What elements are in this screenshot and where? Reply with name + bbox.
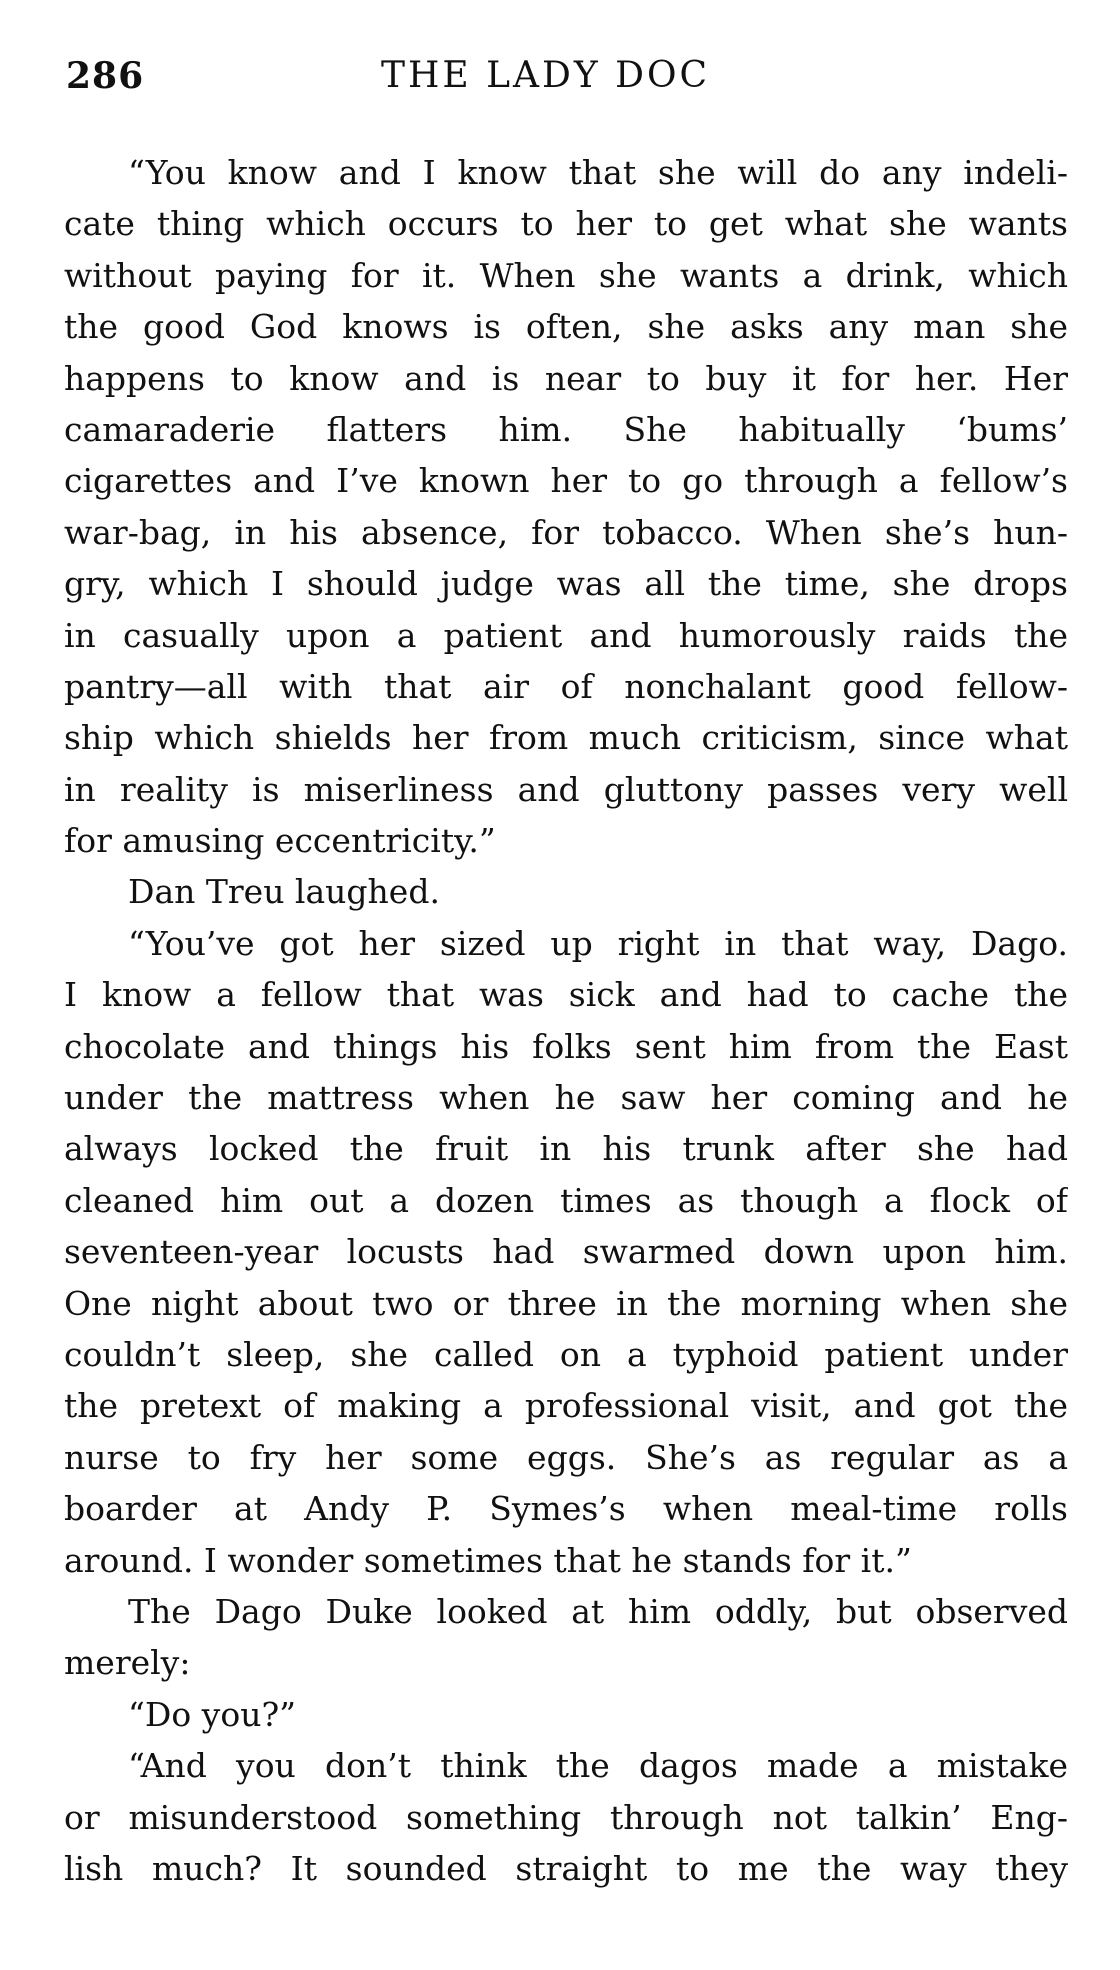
text-line: One night about two or three in the morning when she bbox=[64, 1283, 1068, 1323]
text-line: The Dago Duke looked at him oddly, but observed bbox=[128, 1591, 1068, 1631]
text-line: always locked the fruit in his trunk after she had bbox=[64, 1129, 1068, 1169]
text-line: camaraderie flatters him. She habitually ‘bums’ bbox=[64, 409, 1068, 449]
text-line: in reality is miserliness and gluttony passes very well bbox=[64, 769, 1068, 809]
text-line: or misunderstood something through not talkin’ Eng- bbox=[64, 1797, 1068, 1837]
text-line: cate thing which occurs to her to get what she wants bbox=[64, 204, 1068, 244]
text-line: gry, which I should judge was all the time, she drops bbox=[64, 564, 1068, 604]
text-line: war-bag, in his absence, for tobacco. When she’s hun- bbox=[64, 512, 1068, 552]
text-line: Dan Treu laughed. bbox=[128, 872, 440, 912]
text-line: the good God knows is often, she asks any man she bbox=[64, 307, 1068, 347]
text-line: merely: bbox=[64, 1643, 191, 1683]
text-line: the pretext of making a professional visit, and got the bbox=[64, 1386, 1068, 1426]
text-line: chocolate and things his folks sent him from the East bbox=[64, 1026, 1068, 1066]
text-line: boarder at Andy P. Symes’s when meal-time rolls bbox=[64, 1489, 1068, 1529]
text-line: “You know and I know that she will do any indeli- bbox=[128, 153, 1068, 192]
text-line: I know a fellow that was sick and had to cache the bbox=[64, 975, 1068, 1015]
text-line: without paying for it. When she wants a drink, which bbox=[64, 255, 1068, 295]
text-line: “You’ve got her sized up right in that way, Dago. bbox=[128, 923, 1068, 963]
text-line: “And you don’t think the dagos made a mistake bbox=[128, 1746, 1068, 1786]
text-line: couldn’t sleep, she called on a typhoid patient under bbox=[64, 1334, 1068, 1374]
page-number: 286 bbox=[66, 55, 145, 97]
text-line: “Do you?” bbox=[128, 1694, 297, 1734]
text-line: cleaned him out a dozen times as though a flock of bbox=[64, 1180, 1068, 1220]
text-line: happens to know and is near to buy it for her. Her bbox=[64, 358, 1068, 398]
text-line: around. I wonder sometimes that he stands for it.” bbox=[64, 1540, 912, 1580]
text-line: lish much? It sounded straight to me the way they bbox=[64, 1848, 1068, 1888]
text-line: for amusing eccentricity.” bbox=[64, 821, 496, 861]
text-line: cigarettes and I’ve known her to go through a fellow’s bbox=[64, 461, 1068, 501]
text-line: ship which shields her from much criticism, since what bbox=[64, 718, 1068, 758]
text-line: seventeen-year locusts had swarmed down upon him. bbox=[64, 1232, 1068, 1272]
text-line: pantry—all with that air of nonchalant good fellow- bbox=[64, 666, 1068, 706]
body-text bbox=[64, 147, 1068, 1894]
running-title: THE LADY DOC bbox=[381, 55, 711, 96]
text-line: in casually upon a patient and humorously raids the bbox=[64, 615, 1068, 655]
text-line: nurse to fry her some eggs. She’s as regular as a bbox=[64, 1437, 1068, 1477]
page-header bbox=[66, 55, 1066, 115]
text-line: under the mattress when he saw her coming and he bbox=[64, 1078, 1068, 1118]
